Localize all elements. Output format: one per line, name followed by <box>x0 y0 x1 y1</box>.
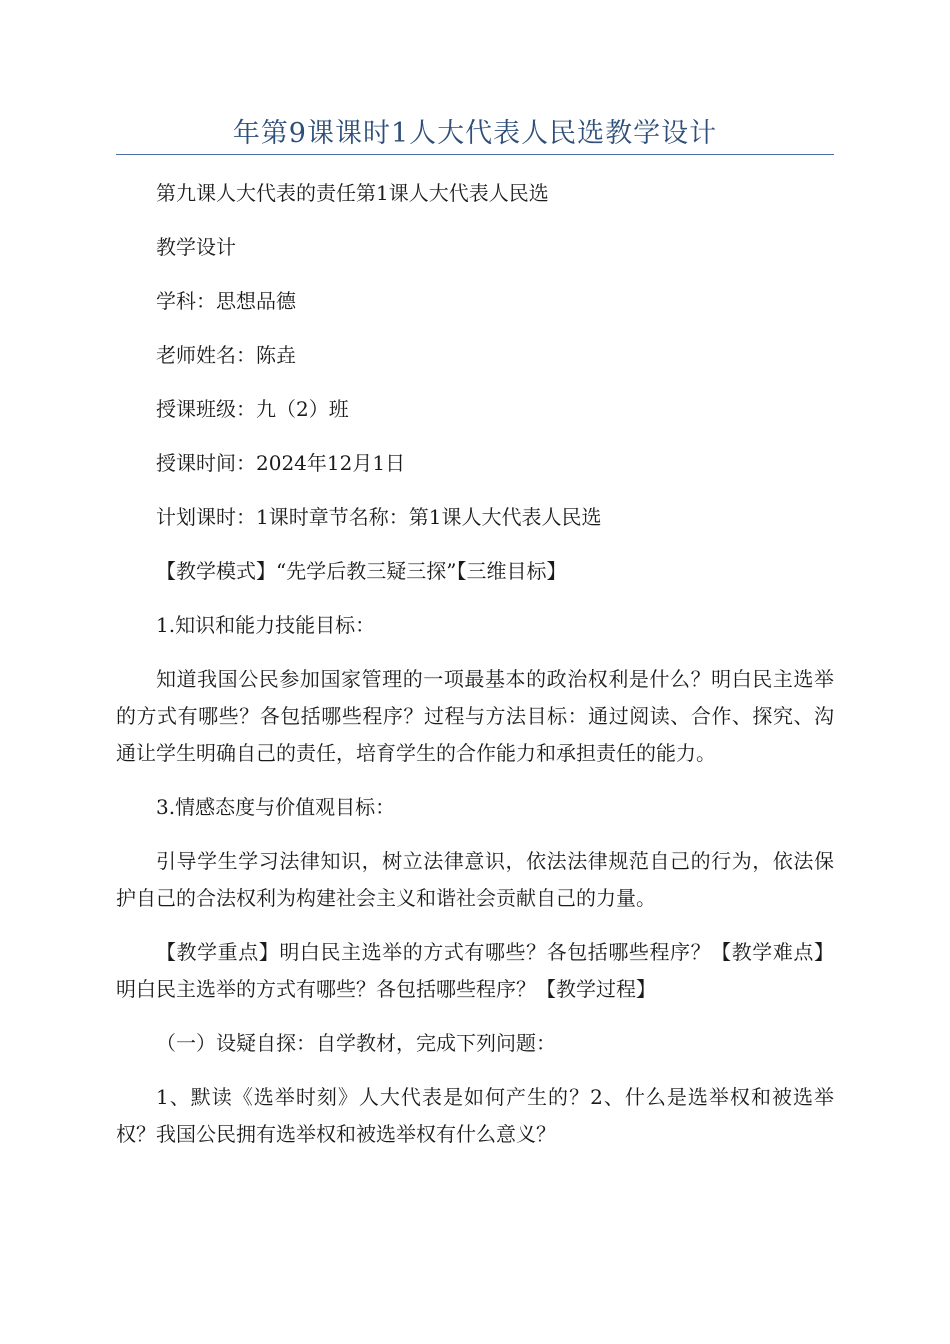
paragraph-questions: 1、默读《选举时刻》人大代表是如何产生的？2、什么是选举权和被选举权？我国公民拥有选举权和被选举权有什么意义？ <box>116 1085 834 1146</box>
paragraph-design-label: 教学设计 <box>156 235 236 259</box>
paragraph-date: 授课时间：2024年12月1日 <box>156 451 406 475</box>
paragraph-goal-3-heading: 3.情感态度与价值观目标： <box>156 795 396 819</box>
paragraph-class: 授课班级：九（2）班 <box>156 397 349 421</box>
title-underline <box>116 154 834 155</box>
document-title: 年第9课课时1人大代表人民选教学设计 <box>232 118 718 149</box>
paragraph-self-study: （一）设疑自探：自学教材，完成下列问题： <box>156 1031 556 1055</box>
document-body <box>116 175 834 1170</box>
paragraph-goal-1-heading: 1.知识和能力技能目标： <box>156 613 376 637</box>
paragraph-goal-3-body: 引导学生学习法律知识，树立法律意识，依法法律规范自己的行为，依法保护自己的合法权利为构建社会主义和谐社会贡献自己的力量。 <box>116 849 834 910</box>
paragraph-lesson-heading: 第九课人大代表的责任第1课人大代表人民选 <box>156 181 549 205</box>
paragraph-key-points: 【教学重点】明白民主选举的方式有哪些？各包括哪些程序？【教学难点】明白民主选举的方式有哪些？各包括哪些程序？【教学过程】 <box>116 940 834 1001</box>
paragraph-teacher: 老师姓名：陈垚 <box>156 343 296 367</box>
paragraph-goal-1-body: 知道我国公民参加国家管理的一项最基本的政治权利是什么？明白民主选举的方式有哪些？各包括哪些程序？过程与方法目标：通过阅读、合作、探究、沟通让学生明确自己的责任，培育学生的合作能力和承担责任的能力。 <box>116 667 834 765</box>
paragraph-subject: 学科：思想品德 <box>156 289 296 313</box>
paragraph-hours: 计划课时：1课时章节名称：第1课人大代表人民选 <box>156 505 602 529</box>
paragraph-mode: 【教学模式】“先学后教三疑三探”【三维目标】 <box>156 559 567 583</box>
